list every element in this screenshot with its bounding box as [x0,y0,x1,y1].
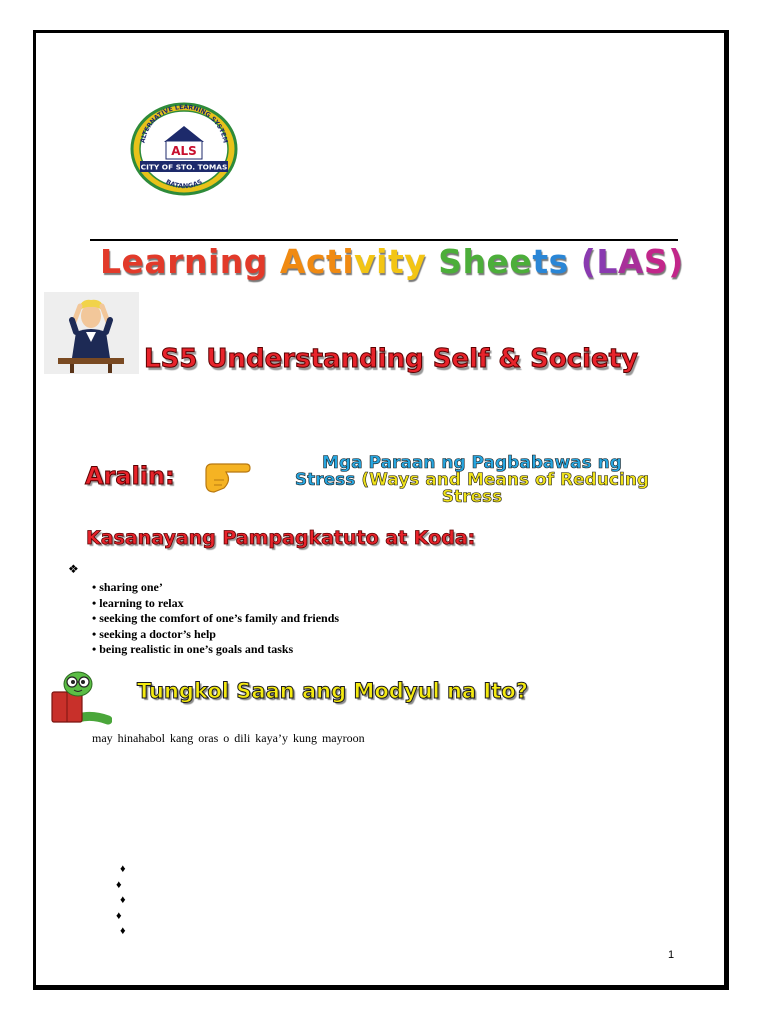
list-item: • learning to relax [92,596,339,612]
title-letter: ( [580,242,597,281]
competency-heading: Kasanayang Pampagkatuto at Koda: [86,527,476,549]
title-letter: n [219,242,244,281]
title-rule [90,239,678,241]
title-letter: n [183,242,208,281]
title-letter [569,242,581,281]
competency-bullet: ❖ [68,562,79,576]
title-letter: L [596,242,618,281]
title-letter [268,242,280,281]
title-letter: g [243,242,268,281]
page-number: 1 [668,949,675,961]
list-item: ♦ [116,909,122,922]
title-letter: i [342,242,355,281]
title-letter: c [305,242,327,281]
competency-list [92,580,339,658]
title-letter: s [548,242,569,281]
title-letter: t [532,242,549,281]
title-letter: ) [668,242,684,281]
list-item: • sharing one’ [92,580,339,596]
list-item: • being realistic in one’s goals and tasks [92,642,339,658]
title-letter: r [167,242,184,281]
lesson-title-line1: Mga Paraan ng Pagbabawas ng [322,453,622,473]
lesson-title [244,455,700,506]
title-letter: v [354,242,377,281]
seal-province: BATANGAS [164,177,204,191]
als-seal-logo [130,102,238,197]
title-letter: e [486,242,510,281]
subject-title: LS5 Understanding Self & Society [144,344,639,374]
title-letter: i [376,242,388,281]
title-letter: e [121,242,145,281]
seal-arc-text: ALTERNATIVE LEARNING SYSTEM [139,103,229,144]
worried-woman-clipart [44,292,139,374]
title-letter: a [144,242,168,281]
list-item: • seeking the comfort of one’s family and friends [92,611,339,627]
list-item: ♦ [120,894,126,906]
las-title [100,242,684,281]
list-item: ♦ [120,863,126,875]
about-paragraph: may hinahabol kang oras o dili kaya’y kung mayroon [92,731,365,745]
title-letter: y [404,242,427,281]
list-item: • seeking a doctor’s help [92,627,339,643]
lesson-title-line2b: (Ways and Means of Reducing [355,470,650,490]
title-letter: t [387,242,405,281]
title-letter: A [617,242,644,281]
title-letter: S [643,242,669,281]
title-letter: L [100,242,122,281]
list-item: ♦ [116,878,122,891]
title-letter: t [326,242,343,281]
lesson-title-line3: Stress [441,487,503,507]
lesson-title-line2a: Stress [294,470,356,490]
title-letter: h [462,242,487,281]
lesson-label: Aralin: [85,462,175,490]
diamond-list [116,862,126,940]
about-heading: Tungkol Saan ang Modyul na Ito? [137,679,528,703]
list-item: ♦ [120,925,126,937]
title-letter: i [207,242,220,281]
title-letter [426,242,438,281]
seal-city: CITY OF STO. TOMAS [140,162,228,172]
title-letter: e [509,242,533,281]
bookworm-clipart [48,668,112,726]
seal-acronym: ALS [171,144,197,158]
title-letter: S [438,242,463,281]
title-letter: A [279,242,306,281]
